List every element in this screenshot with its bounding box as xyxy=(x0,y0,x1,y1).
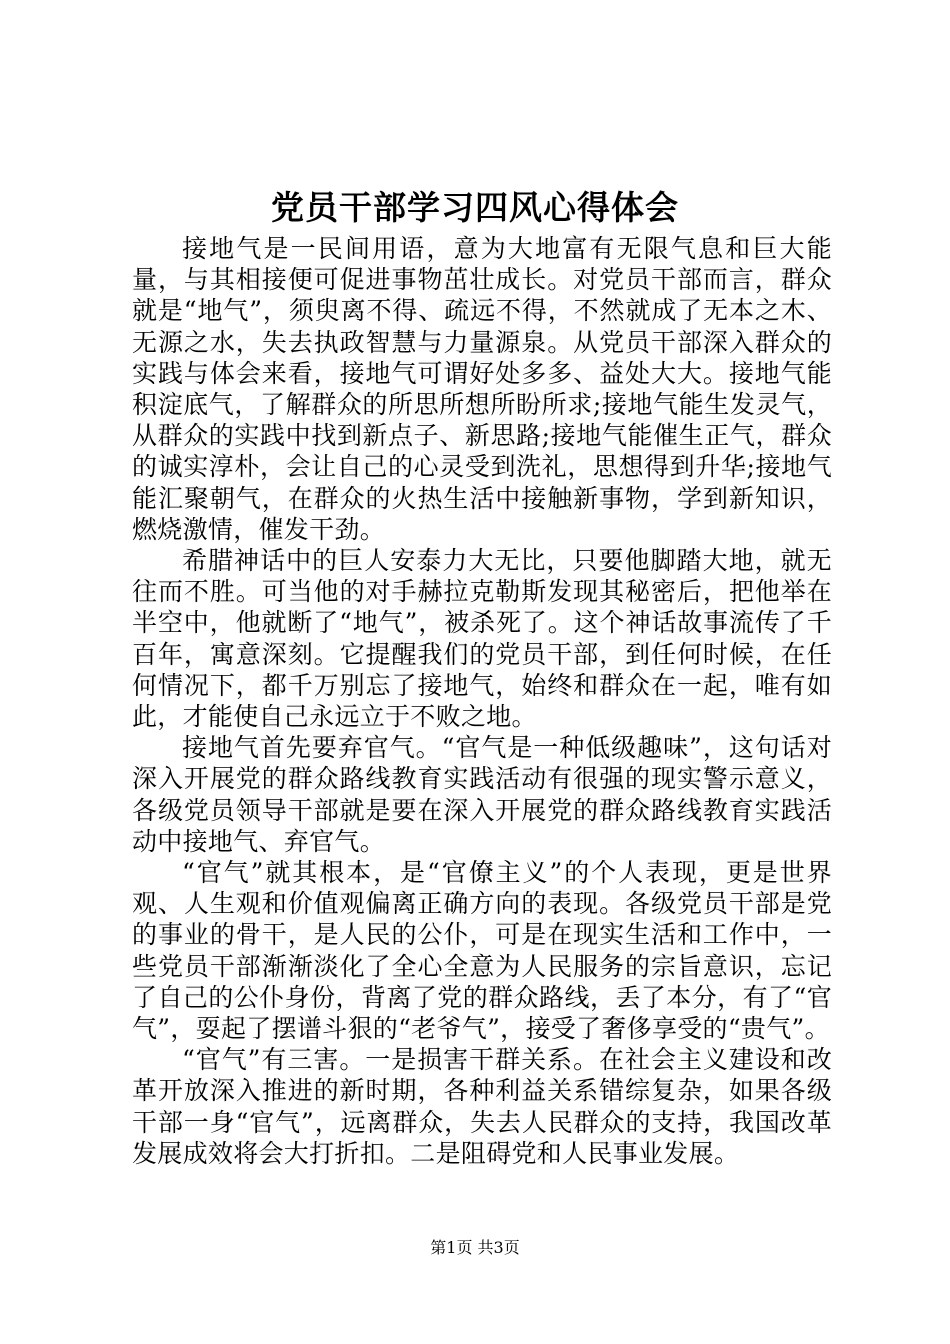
paragraph-2: 希腊神话中的巨人安泰力大无比，只要他脚踏大地，就无往而不胜。可当他的对手赫拉克勒斯发现其秘密后，把他举在半空中，他就断了“地气”，被杀死了。这个神话故事流传了千百年，寓意深刻。它提醒我们的党员干部，到任何时候，在任何情况下，都千万别忘了接地气，始终和群众在一起，唯有如此，才能使自己永远立于不败之地。 xyxy=(132,546,832,732)
paragraph-4: “官气”就其根本，是“官僚主义”的个人表现，更是世界观、人生观和价值观偏离正确方向的表现。各级党员干部是党的事业的骨干，是人民的公仆，可是在现实生活和工作中，一些党员干部渐渐淡化了全心全意为人民服务的宗旨意识，忘记了自己的公仆身份，背离了党的群众路线，丢了本分，有了“官气”，耍起了摆谱斗狠的“老爷气”，接受了奢侈享受的“贵气”。 xyxy=(132,858,832,1044)
paragraph-5: “官气”有三害。一是损害干群关系。在社会主义建设和改革开放深入推进的新时期，各种利益关系错综复杂，如果各级干部一身“官气”，远离群众，失去人民群众的支持，我国改革发展成效将会大打折扣。二是阻碍党和人民事业发展。 xyxy=(132,1045,832,1168)
paragraph-3: 接地气首先要弃官气。“官气是一种低级趣味”，这句话对深入开展党的群众路线教育实践活动有很强的现实警示意义，各级党员领导干部就是要在深入开展党的群众路线教育实践活动中接地气、弃官气。 xyxy=(132,733,832,856)
paragraph-1: 接地气是一民间用语，意为大地富有无限气息和巨大能量，与其相接便可促进事物茁壮成长。对党员干部而言，群众就是“地气”，须臾离不得、疏远不得，不然就成了无本之木、无源之水，失去执政智慧与力量源泉。从党员干部深入群众的实践与体会来看，接地气可谓好处多多、益处大大。接地气能积淀底气，了解群众的所思所想所盼所求;接地气能生发灵气，从群众的实践中找到新点子、新思路;接地气能催生正气，群众的诚实淳朴，会让自己的心灵受到洗礼，思想得到升华;接地气能汇聚朝气，在群众的火热生活中接触新事物，学到新知识，燃烧激情，催发干劲。 xyxy=(132,234,832,544)
document-body xyxy=(132,233,832,1169)
document-title: 党员干部学习四风心得体会 xyxy=(271,188,679,227)
page-number-footer: 第1页 共3页 xyxy=(430,1238,520,1257)
